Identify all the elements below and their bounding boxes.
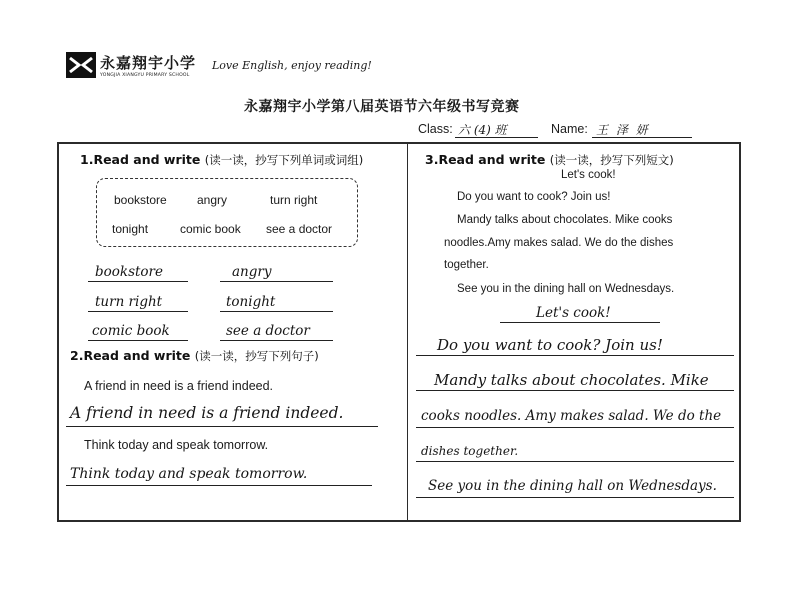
section2-heading-cn: (读一读，抄写下列句子): [194, 349, 319, 363]
handwritten-word: see a doctor: [226, 323, 310, 339]
sentence-2: Think today and speak tomorrow.: [84, 438, 269, 452]
sentence-1: A friend in need is a friend indeed.: [84, 379, 274, 393]
word-box: [96, 178, 358, 247]
write-line: [88, 281, 188, 282]
word-comic-book: comic book: [180, 222, 241, 236]
section3-heading-cn: (读一读，抄写下列短文): [549, 153, 674, 167]
class-underline: [455, 137, 538, 138]
handwritten-passage-line: See you in the dining hall on Wednesdays.: [428, 478, 717, 494]
class-label: Class:: [418, 122, 453, 136]
write-line: [66, 485, 372, 486]
handwritten-passage-line: dishes together.: [421, 444, 519, 458]
passage-line: Do you want to cook? Join us!: [457, 191, 611, 203]
section3-heading-en: 3.Read and write: [425, 152, 546, 167]
handwritten-passage-line: cooks noodles. Amy makes salad. We do the: [421, 408, 722, 424]
slogan: Love English, enjoy reading!: [212, 59, 372, 72]
handwritten-word: turn right: [95, 294, 163, 310]
passage-line: together.: [444, 259, 489, 271]
school-name-en: YONGJIA XIANGYU PRIMARY SCHOOL: [100, 73, 190, 78]
name-label: Name:: [551, 122, 588, 136]
word-bookstore: bookstore: [114, 193, 167, 207]
page-title: 永嘉翔宇小学第八届英语节六年级书写竞赛: [244, 99, 520, 115]
handwritten-sentence-1: A friend in need is a friend indeed.: [70, 404, 344, 422]
word-turn-right: turn right: [270, 193, 318, 207]
word-tonight: tonight: [112, 222, 149, 236]
section3-heading: [425, 152, 674, 168]
school-logo: [66, 52, 96, 78]
write-line: [220, 311, 333, 312]
handwritten-word: bookstore: [95, 264, 164, 280]
section2-heading: [70, 348, 319, 364]
handwritten-word: angry: [232, 264, 272, 280]
passage-title: Let's cook!: [561, 169, 616, 181]
handwritten-sentence-2: Think today and speak tomorrow.: [70, 466, 308, 482]
handwritten-passage-line: Do you want to cook? Join us!: [437, 336, 663, 354]
passage-line: Mandy talks about chocolates. Mike cooks: [457, 214, 673, 226]
handwritten-word: tonight: [226, 294, 276, 310]
write-line: [416, 497, 734, 498]
section1-heading-cn: (读一读，抄写下列单词或词组): [204, 153, 364, 167]
write-line: [500, 322, 660, 323]
write-line: [416, 390, 734, 391]
name-value: 王 泽 妍: [596, 123, 650, 137]
school-name: 永嘉翔宇小学: [100, 54, 197, 72]
write-line: [416, 461, 734, 462]
handwritten-word: comic book: [92, 323, 170, 339]
write-line: [220, 281, 333, 282]
section1-heading-en: 1.Read and write: [80, 152, 201, 167]
handwritten-passage-line: Mandy talks about chocolates. Mike: [434, 371, 709, 389]
write-line: [66, 426, 378, 427]
write-line: [416, 427, 734, 428]
write-line: [416, 355, 734, 356]
column-divider: [407, 142, 408, 522]
write-line: [88, 311, 188, 312]
write-line: [220, 340, 333, 341]
write-line: [88, 340, 188, 341]
name-underline: [592, 137, 692, 138]
section2-heading-en: 2.Read and write: [70, 348, 191, 363]
passage-line: See you in the dining hall on Wednesdays.: [457, 283, 675, 295]
handwritten-passage-title: Let's cook!: [536, 305, 611, 321]
passage-line: noodles.Amy makes salad. We do the dishes: [444, 237, 674, 249]
section1-heading: [80, 152, 363, 168]
logo-mark-icon: [66, 52, 96, 78]
word-angry: angry: [197, 193, 228, 207]
word-see-a-doctor: see a doctor: [266, 222, 333, 236]
class-value: 六 (4) 班: [458, 123, 507, 137]
